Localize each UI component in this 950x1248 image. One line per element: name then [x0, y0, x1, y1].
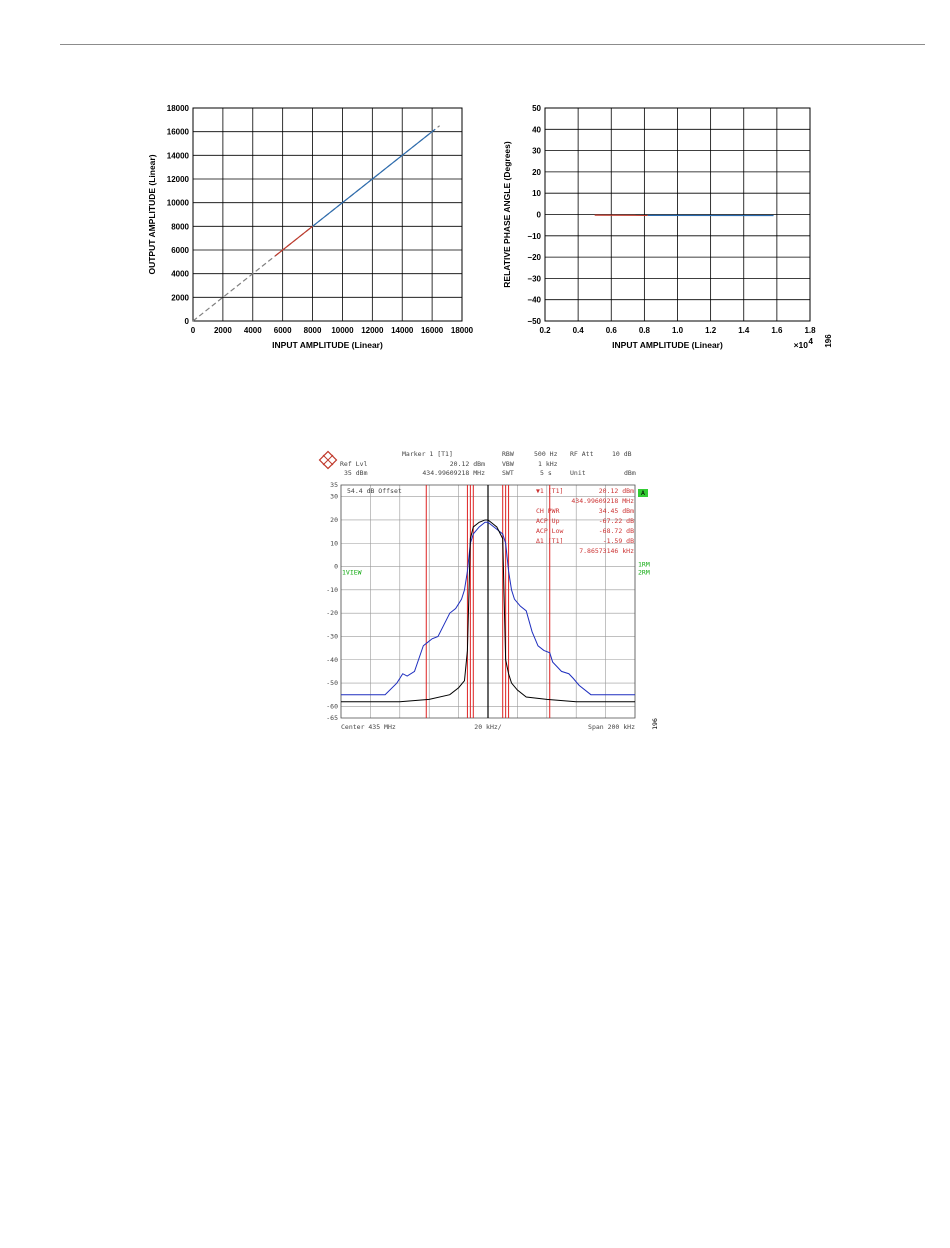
x-tick-label: 1.6 [771, 326, 783, 335]
y-tick-label: 20 [330, 515, 338, 524]
y-tick-label: −50 [527, 317, 541, 326]
marker-readout-value: -67.22 dB [598, 517, 634, 525]
rf-att-value: 10 dB [612, 450, 632, 458]
x-tick-label: 4000 [243, 326, 262, 335]
y-tick-label: 50 [532, 104, 541, 113]
marker-level: 20.12 dBm [449, 460, 485, 468]
vbw-label: VBW [502, 460, 514, 468]
x-tick-label: 16000 [420, 326, 444, 335]
spectrum-analyzer-svg [312, 440, 660, 740]
y-tick-label: −10 [527, 231, 541, 241]
marker-readout-label: ▼1 [T1] [536, 487, 564, 495]
trace-view-label: 1VIEW [342, 568, 362, 577]
swt-label: SWT [502, 469, 514, 477]
x-division-label: 20 kHz/ [474, 723, 502, 731]
y-tick-label: -30 [326, 632, 338, 641]
y-tick-label: 20 [532, 167, 541, 177]
marker-readout-value: 20.12 dBm [598, 487, 634, 495]
amplitude-transfer-svg [140, 98, 480, 358]
y-tick-label: 30 [532, 146, 541, 156]
x-tick-label: 1.2 [705, 326, 717, 335]
phase-angle-svg [495, 98, 840, 358]
x-tick-label: 1.4 [738, 326, 750, 335]
x-tick-label: 10000 [331, 326, 354, 335]
rs-logo-icon [320, 452, 337, 469]
unit-label: Unit [570, 469, 586, 477]
marker-readout-label: ACP Up [536, 517, 560, 525]
y-tick-label: 10000 [166, 198, 189, 208]
y-tick-label: −40 [527, 295, 541, 305]
marker-readout-value: 434.99609218 MHz [571, 497, 634, 505]
unit-value: dBm [624, 469, 636, 477]
y-tick-label: -20 [326, 609, 338, 618]
amplitude-transfer-chart [140, 98, 480, 358]
x-tick-label: 18000 [450, 326, 474, 335]
y-tick-label: 2000 [171, 293, 189, 303]
marker-title: Marker 1 [T1] [402, 450, 453, 458]
y-tick-label: 30 [330, 492, 338, 501]
y-tick-label: −30 [527, 274, 541, 284]
x-tick-label: 2000 [213, 326, 232, 335]
y-tick-label: 0 [184, 317, 189, 326]
y-tick-label-bottom: -65 [326, 714, 338, 722]
y-tick-label: 4000 [171, 269, 189, 279]
x-multiplier-exponent: 4 [808, 337, 813, 346]
x-tick-label: 0.2 [539, 326, 551, 335]
rf-att-label: RF Att [570, 450, 594, 458]
x-tick-label: 0.6 [605, 326, 617, 335]
marker-readout-value: -68.72 dB [598, 527, 634, 535]
badge-label: A [641, 489, 645, 497]
x-multiplier-label: ×10 [793, 340, 808, 350]
phase-angle-chart [495, 98, 840, 358]
y-tick-label: 14000 [166, 151, 189, 161]
x-tick-label: 8000 [303, 326, 322, 335]
y-tick-label: −20 [527, 253, 541, 263]
ref-lvl-value: 35 dBm [344, 469, 368, 477]
x-tick-label: 1.0 [671, 326, 684, 335]
trace-mode-label: 1RM [638, 560, 650, 569]
marker-readout-label: CH PWR [536, 507, 560, 515]
vbw-value: 1 kHz [538, 460, 558, 468]
y-tick-label: 16000 [166, 127, 189, 137]
y-tick-label: -60 [326, 702, 338, 711]
x-tick-label: 6000 [273, 326, 292, 335]
x-span-label: Span 200 kHz [588, 723, 635, 731]
series-line [275, 226, 312, 256]
y-tick-label: -40 [326, 655, 338, 664]
marker-readout-value: -1.59 dB [602, 537, 634, 545]
x-tick-label: 1.8 [804, 326, 816, 335]
rbw-value: 500 Hz [534, 450, 558, 458]
marker-readout-label: ACP Low [536, 527, 564, 535]
figure-id: 196 [824, 334, 833, 348]
x-tick-label: 12000 [361, 326, 384, 335]
marker-readout-value: 34.45 dBm [598, 507, 634, 515]
offset-label: 54.4 dB Offset [347, 487, 402, 495]
spectrum-analyzer-chart [312, 440, 660, 740]
trace-mode-label: 2RM [638, 568, 650, 577]
marker-readout-value: 7.86573146 kHz [579, 547, 634, 555]
x-center-label: Center 435 MHz [341, 723, 396, 731]
y-tick-label: 0 [334, 562, 338, 571]
swt-value: 5 s [540, 469, 552, 477]
rbw-label: RBW [502, 450, 514, 458]
y-tick-label: -10 [326, 585, 338, 594]
x-tick-label: 0.4 [572, 326, 584, 335]
y-tick-label: 8000 [171, 222, 189, 232]
y-tick-label: 6000 [171, 246, 189, 255]
y-tick-label: 0 [536, 210, 541, 220]
marker-readout-label: Δ1 [T1] [536, 537, 564, 545]
y-tick-label: 10 [532, 189, 541, 199]
y-tick-label: 10 [330, 539, 338, 548]
series-line [313, 129, 436, 226]
ref-lvl-label: Ref Lvl [340, 460, 368, 468]
y-axis-title: RELATIVE PHASE ANGLE (Degrees) [502, 141, 512, 288]
page-top-rule [60, 44, 925, 45]
y-tick-label-top: 35 [330, 481, 338, 489]
x-tick-label: 0 [190, 326, 196, 335]
figure-id: 196 [651, 718, 659, 730]
y-axis-title: OUTPUT AMPLITUDE (Linear) [147, 154, 157, 275]
marker-freq: 434.99609218 MHz [422, 469, 485, 477]
x-tick-label: 0.8 [638, 326, 650, 335]
x-axis-title: INPUT AMPLITUDE (Linear) [272, 340, 383, 350]
x-tick-label: 14000 [391, 326, 414, 335]
y-tick-label: -50 [326, 679, 338, 688]
y-tick-label: 40 [532, 125, 541, 135]
y-tick-label: 18000 [166, 104, 189, 113]
y-tick-label: 12000 [166, 175, 189, 184]
x-axis-title: INPUT AMPLITUDE (Linear) [612, 340, 723, 350]
